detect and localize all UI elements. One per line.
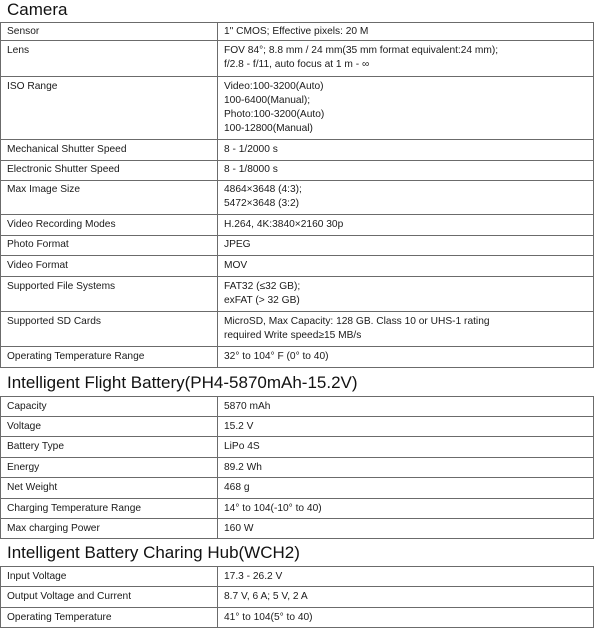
row-value: 5870 mAh bbox=[218, 397, 594, 417]
row-label: Video Recording Modes bbox=[1, 215, 218, 236]
table-row bbox=[1, 23, 594, 41]
section-title-camera: Camera bbox=[7, 0, 68, 19]
table-row bbox=[1, 417, 594, 437]
row-label: Capacity bbox=[1, 397, 218, 417]
row-label: Sensor bbox=[1, 23, 218, 41]
value-line: required Write speed≥15 MB/s bbox=[224, 330, 362, 341]
row-value: 17.3 - 26.2 V bbox=[218, 567, 594, 587]
row-value: 41° to 104(5° to 40) bbox=[218, 608, 594, 628]
table-row bbox=[1, 236, 594, 256]
row-value: LiPo 4S bbox=[218, 437, 594, 458]
row-value bbox=[218, 277, 594, 312]
table-row bbox=[1, 397, 594, 417]
table-row bbox=[1, 437, 594, 458]
row-value bbox=[218, 312, 594, 347]
row-value bbox=[218, 181, 594, 215]
section-title-charging-hub: Intelligent Battery Charing Hub(WCH2) bbox=[7, 543, 300, 562]
row-label: Battery Type bbox=[1, 437, 218, 458]
value-line: 100-12800(Manual) bbox=[224, 123, 313, 134]
table-row bbox=[1, 77, 594, 140]
row-label: Supported File Systems bbox=[1, 277, 218, 312]
row-label: Video Format bbox=[1, 256, 218, 277]
table-row bbox=[1, 567, 594, 587]
row-label: Operating Temperature bbox=[1, 608, 218, 628]
row-label: Electronic Shutter Speed bbox=[1, 161, 218, 181]
row-value: 8.7 V, 6 A; 5 V, 2 A bbox=[218, 587, 594, 608]
section-title-flight-battery: Intelligent Flight Battery(PH4-5870mAh-15.2V) bbox=[7, 373, 358, 392]
row-value: 8 - 1/8000 s bbox=[218, 161, 594, 181]
value-line: FAT32 (≤32 GB); bbox=[224, 281, 301, 292]
row-value: MOV bbox=[218, 256, 594, 277]
table-row bbox=[1, 587, 594, 608]
table-row bbox=[1, 256, 594, 277]
row-label: Max charging Power bbox=[1, 519, 218, 539]
value-line: 4864×3648 (4:3); bbox=[224, 184, 302, 195]
row-value: 8 - 1/2000 s bbox=[218, 140, 594, 161]
row-value: 14° to 104(-10° to 40) bbox=[218, 499, 594, 519]
value-line: exFAT (> 32 GB) bbox=[224, 295, 300, 306]
value-line: FOV 84°; 8.8 mm / 24 mm(35 mm format equivalent:24 mm); bbox=[224, 45, 499, 56]
table-row bbox=[1, 140, 594, 161]
value-line: f/2.8 - f/11, auto focus at 1 m - ∞ bbox=[224, 59, 370, 70]
table-row bbox=[1, 608, 594, 628]
row-value: 468 g bbox=[218, 478, 594, 499]
row-value: 160 W bbox=[218, 519, 594, 539]
row-label: Net Weight bbox=[1, 478, 218, 499]
row-label: Supported SD Cards bbox=[1, 312, 218, 347]
table-row bbox=[1, 458, 594, 478]
charging-hub-spec-table bbox=[0, 566, 594, 628]
row-label: Input Voltage bbox=[1, 567, 218, 587]
table-row bbox=[1, 519, 594, 539]
table-row bbox=[1, 277, 594, 312]
row-label: Mechanical Shutter Speed bbox=[1, 140, 218, 161]
value-line: MicroSD, Max Capacity: 128 GB. Class 10 or UHS-1 rating bbox=[224, 316, 490, 327]
table-row bbox=[1, 161, 594, 181]
row-value: 89.2 Wh bbox=[218, 458, 594, 478]
table-row bbox=[1, 41, 594, 77]
table-row bbox=[1, 478, 594, 499]
row-value bbox=[218, 41, 594, 77]
row-label: Voltage bbox=[1, 417, 218, 437]
value-line: Video:100-3200(Auto) bbox=[224, 81, 324, 92]
row-label: Max Image Size bbox=[1, 181, 218, 215]
table-row bbox=[1, 181, 594, 215]
row-label: Operating Temperature Range bbox=[1, 347, 218, 368]
row-value: 15.2 V bbox=[218, 417, 594, 437]
row-value: 1" CMOS; Effective pixels: 20 M bbox=[218, 23, 594, 41]
camera-spec-table bbox=[0, 22, 594, 368]
table-row bbox=[1, 312, 594, 347]
row-value: JPEG bbox=[218, 236, 594, 256]
row-label: Lens bbox=[1, 41, 218, 77]
row-label: Output Voltage and Current bbox=[1, 587, 218, 608]
battery-spec-table bbox=[0, 396, 594, 539]
row-value: 32° to 104° F (0° to 40) bbox=[218, 347, 594, 368]
value-line: 5472×3648 (3:2) bbox=[224, 198, 300, 209]
value-line: 100-6400(Manual); bbox=[224, 95, 311, 106]
row-label: Energy bbox=[1, 458, 218, 478]
table-row bbox=[1, 215, 594, 236]
row-label: ISO Range bbox=[1, 77, 218, 140]
table-row bbox=[1, 347, 594, 368]
row-value bbox=[218, 77, 594, 140]
row-label: Photo Format bbox=[1, 236, 218, 256]
row-value: H.264, 4K:3840×2160 30p bbox=[218, 215, 594, 236]
value-line: Photo:100-3200(Auto) bbox=[224, 109, 325, 120]
table-row bbox=[1, 499, 594, 519]
row-label: Charging Temperature Range bbox=[1, 499, 218, 519]
